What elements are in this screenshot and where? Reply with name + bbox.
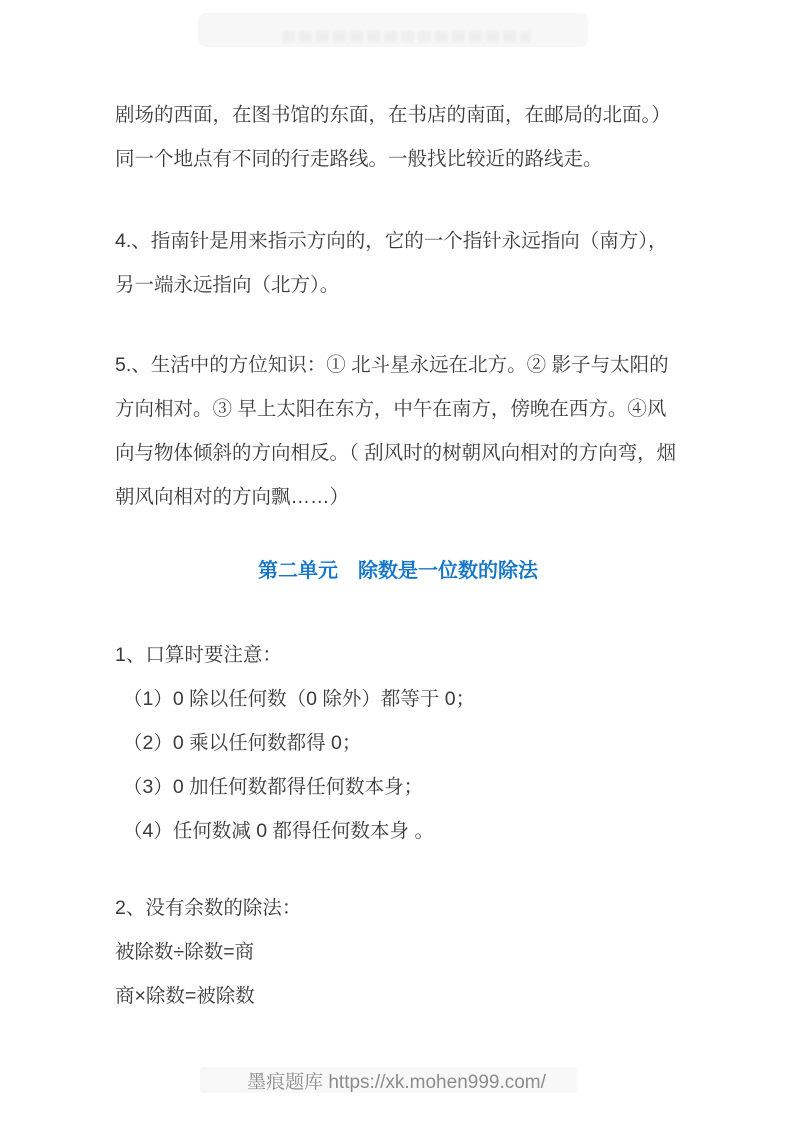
text-line: 剧场的西面，在图书馆的东面，在书店的南面，在邮局的北面。） [115, 104, 671, 126]
list-item: （2）0 乘以任何数都得 0； [123, 732, 362, 754]
text-line: 5.、生活中的方位知识：① 北斗星永远在北方。② 影子与太阳的 [115, 354, 669, 376]
footer-site-text: 墨痕题库 https://xk.mohen999.com/ [247, 1072, 546, 1093]
list-item: （1）0 除以任何数（0 除外）都等于 0； [123, 688, 476, 710]
paragraph-life-knowledge [115, 343, 681, 519]
paragraph-compass [115, 219, 681, 307]
text-line: 4.、指南针是用来指示方向的，它的一个指针永远指向（南方）， [115, 230, 668, 252]
list-item: （4）任何数减 0 都得任何数本身 。 [123, 820, 434, 842]
top-watermark-bar [198, 13, 588, 47]
formula-line: 商×除数=被除数 [115, 985, 255, 1007]
watermark-text-illegible [282, 31, 530, 42]
section-division-no-remainder [115, 886, 681, 1018]
section-oral-calculation [115, 633, 681, 853]
section-title: 1、口算时要注意： [115, 644, 282, 666]
list-item: （3）0 加任何数都得任何数本身； [123, 776, 424, 798]
formula-line: 被除数÷除数=商 [115, 941, 255, 963]
numbered-rules-list [115, 677, 681, 853]
unit-heading: 第二单元 除数是一位数的除法 [258, 560, 538, 582]
paragraph-directions [115, 93, 681, 181]
document-content [115, 93, 681, 1018]
text-line: 朝风向相对的方向飘……） [115, 486, 350, 508]
section-title: 2、没有余数的除法： [115, 897, 302, 919]
text-line: 向与物体倾斜的方向相反。（ 刮风时的树朝风向相对的方向弯，烟 [115, 442, 677, 464]
text-line: 方向相对。③ 早上太阳在东方，中午在南方，傍晚在西方。④风 [115, 398, 667, 420]
text-line: 同一个地点有不同的行走路线。一般找比较近的路线走。 [115, 148, 603, 170]
text-line: 另一端永远指向（北方）。 [115, 274, 340, 296]
